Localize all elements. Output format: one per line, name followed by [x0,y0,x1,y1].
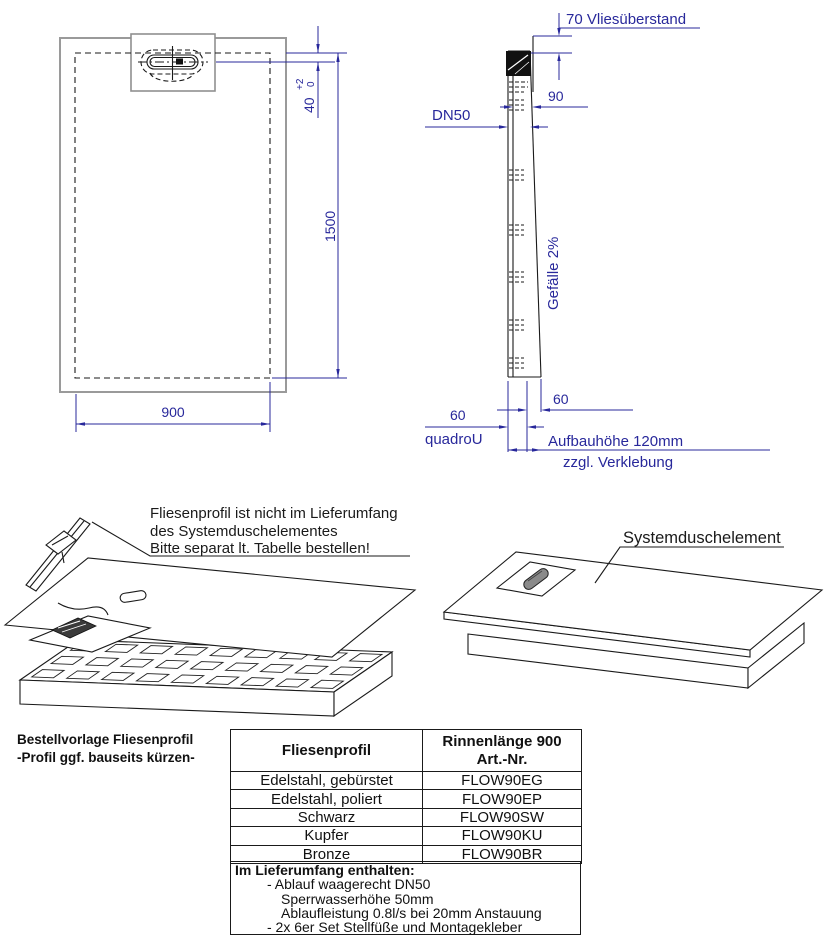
scope-item: - 2x 6er Set Stellfüße und Montagekleber [267,919,523,936]
system-shower-element [444,552,822,688]
profile-note [92,505,410,557]
scope-item: Ablaufleistung 0.8l/s bei 20mm Anstauung [281,904,542,921]
product-label: quadroU [425,431,483,448]
dim-drain-offset-tol-minus: 0 [306,81,317,87]
table-header-row [231,730,582,772]
section-element [506,36,541,377]
reinforcement-marks [509,82,528,368]
header-artnr-line1: Rinnenlänge 900 [442,732,562,750]
order-heading [17,731,195,766]
finish-cell: Kupfer [231,827,423,845]
finish-cell: Schwarz [231,808,423,826]
finish-cell: Edelstahl, poliert [231,790,423,808]
table-row [231,772,582,790]
table-row [231,808,582,826]
dim-60-lower: 60 [450,407,466,423]
dim-length: 1500 [322,210,338,242]
order-heading-line2: -Profil ggf. bauseits kürzen- [17,749,195,765]
system-element-label: Systemduschelement [623,529,781,547]
section-dimensions [425,11,770,471]
table-row [231,827,582,845]
profile-order-table [230,729,582,864]
element-outline-dashed [75,53,270,378]
art-cell: FLOW90SW [423,808,582,826]
table-row [231,790,582,808]
drain-height-label: 90 [548,88,564,104]
order-heading-line1: Bestellvorlage Fliesenprofil [17,732,194,747]
art-cell: FLOW90BR [423,845,582,863]
shower-tray-plan [60,34,286,392]
profile-note-line3: Bitte separat lt. Tabelle bestellen! [150,540,370,557]
vlies-label: 70 Vliesüberstand [566,11,687,28]
exploded-view-right [440,495,824,710]
pipe-label: DN50 [432,107,471,124]
exploded-view-left [0,495,440,740]
slope-label: Gefälle 2% [545,236,562,310]
build-height-note: zzgl. Verklebung [563,454,674,471]
art-cell: FLOW90EG [423,772,582,790]
profile-note-line2: des Systemduschelementes [150,523,338,540]
dim-drain-offset-tol-plus: +2 [295,78,306,90]
header-fliesenprofil: Fliesenprofil [231,730,423,772]
header-artnr-line2: Art.-Nr. [476,750,528,768]
header-artnr [423,730,582,772]
profile-note-line1: Fliesenprofil ist nicht im Lieferumfang [150,505,398,522]
scope-of-delivery-box [230,861,581,935]
build-height-label: Aufbauhöhe 120mm [548,433,684,450]
dim-drain-offset: 40 [301,97,317,113]
scope-item: Sperrwasserhöhe 50mm [281,890,434,907]
art-cell: FLOW90EP [423,790,582,808]
finish-cell: Edelstahl, gebürstet [231,772,423,790]
section-view-drawing [420,0,824,480]
dim-60-upper: 60 [553,391,569,407]
dim-width: 900 [161,404,185,420]
finish-cell: Bronze [231,845,423,863]
scope-item: - Ablauf waagerecht DN50 [267,876,431,893]
art-cell: FLOW90KU [423,827,582,845]
plan-view-drawing [0,0,420,470]
scope-heading: Im Lieferumfang enthalten: [235,862,415,878]
